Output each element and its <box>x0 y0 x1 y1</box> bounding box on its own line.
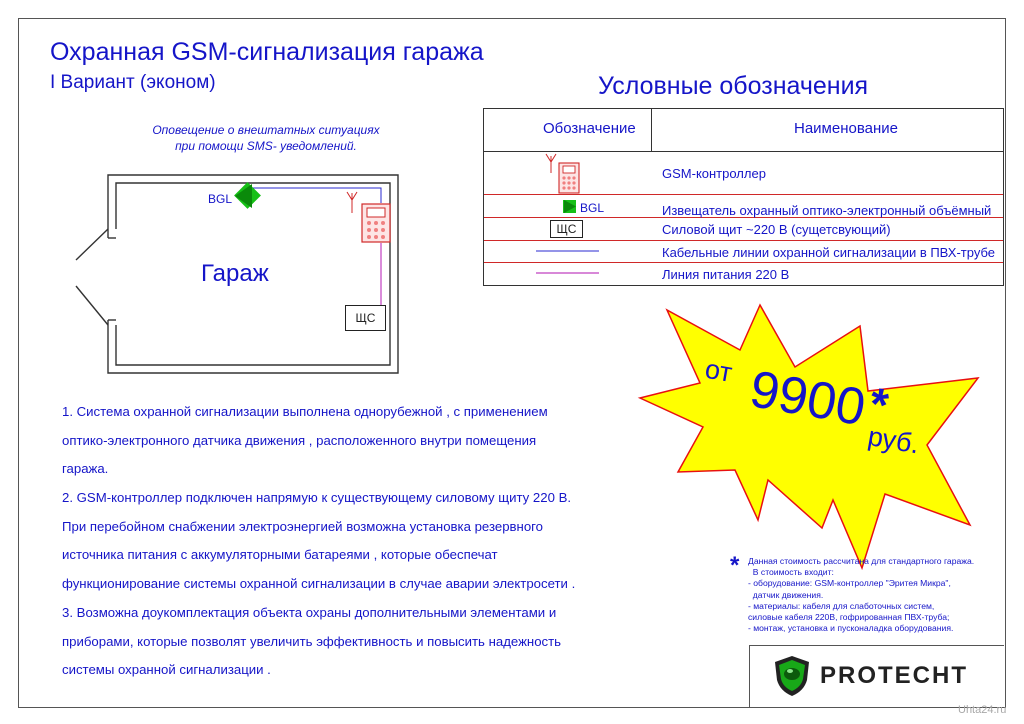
footnote-line: датчик движения. <box>748 589 824 600</box>
room-label: Гараж <box>201 260 269 287</box>
shield-logo-icon <box>772 654 812 698</box>
footnote-line: - материалы: кабеля для слаботочных систем, <box>748 600 935 611</box>
sms-note-line-1: Оповещение о внештатных ситуациях <box>152 123 380 137</box>
power-panel-label: ЩС <box>355 311 376 325</box>
note-line: При перебойном снабжении электроэнергией возможна установка резервного <box>62 518 544 534</box>
sms-note-line-2: при помощи SMS- уведомлений. <box>175 139 357 153</box>
price-unit: руб. <box>865 420 922 460</box>
note-line: приборами, которые позволят увеличить эффективность и повысить надежность <box>62 633 562 649</box>
note-line: 1. Система охранной сигнализации выполнена однорубежной , с применением <box>62 404 548 419</box>
legend-power-panel-label: ЩС <box>556 222 577 236</box>
note-line: функционирование системы охранной сигнализации в случае аварии электросети . <box>62 576 576 592</box>
legend-title: Условные обозначения <box>598 72 869 100</box>
legend-row-name: Линия питания 220 В <box>662 267 790 282</box>
page-subtitle: I Вариант (эконом) <box>50 72 216 93</box>
price-star: * <box>865 376 893 432</box>
legend-row-name: GSM-контроллер <box>662 166 766 181</box>
note-line: источника питания с аккумуляторными батареями , которые обеспечат <box>62 547 498 563</box>
note-line: 2. GSM-контроллер подключен напрямую к существующему силовому щиту 220 В. <box>62 490 572 506</box>
description-notes <box>62 398 642 685</box>
note-line: системы охранной сигнализации . <box>62 662 271 678</box>
note-line: гаража. <box>62 461 109 477</box>
starburst-shape <box>640 305 978 568</box>
price-value: 9900 <box>745 360 870 438</box>
footnote-text <box>748 556 998 634</box>
footnote-star: * <box>730 552 740 579</box>
legend-header-symbol: Обозначение <box>543 120 636 137</box>
logo-block <box>749 645 1004 707</box>
footnote-line: силовые кабеля 220В, гофрированная ПВХ-труба; <box>748 612 950 623</box>
legend-bgl-label: BGL <box>580 201 605 215</box>
bgl-label: BGL <box>208 192 233 206</box>
legend-row-name: Извещатель охранный оптико-электронный объёмный <box>662 203 992 218</box>
page-title: Охранная GSM-сигнализация гаража <box>50 38 484 66</box>
legend-row-name: Кабельные линии охранной сигнализации в ПВХ-трубе <box>662 245 995 260</box>
note-line: оптико-электронного датчика движения , расположенного внутри помещения <box>62 432 537 448</box>
legend-header-name: Наименование <box>794 120 898 137</box>
watermark: Uhta24.ru <box>958 704 1007 716</box>
note-line: 3. Возможна доукомплектация объекта охраны дополнительными элементами и <box>62 604 557 620</box>
footnote-line: Данная стоимость рассчитана для стандартного гаража. <box>748 556 975 566</box>
price-prefix: от <box>702 353 735 388</box>
logo-text: PROTECHT <box>820 662 968 689</box>
legend-row-name: Силовой щит ~220 В (сущетсвующий) <box>662 222 891 237</box>
footnote-line: - оборудование: GSM-контроллер "Эритея Микра", <box>748 578 951 589</box>
footnote-line: - монтаж, установка и пусконаладка оборудования. <box>748 623 954 634</box>
footnote-line: В стоимость входит: <box>748 567 834 578</box>
